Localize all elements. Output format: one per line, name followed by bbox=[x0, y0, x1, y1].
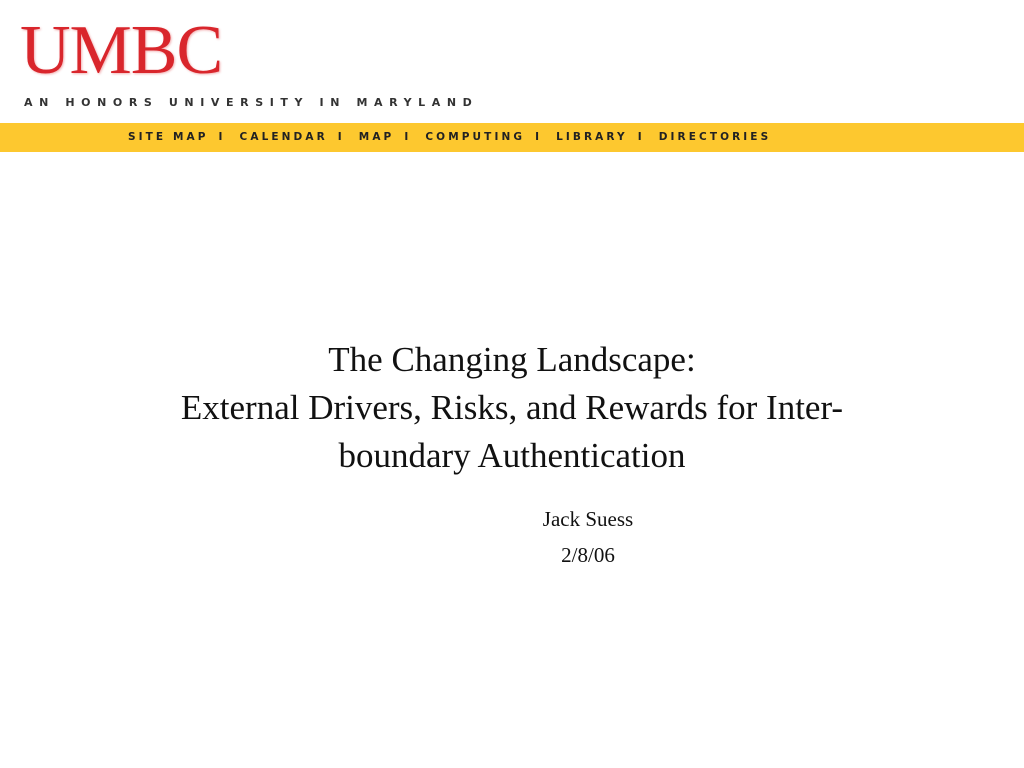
slide-title bbox=[112, 336, 912, 480]
title-line-2: External Drivers, Risks, and Rewards for Inter- bbox=[180, 388, 844, 427]
nav-separator: I bbox=[637, 131, 645, 143]
nav-bar bbox=[0, 123, 1024, 152]
title-line-3: boundary Authentication bbox=[338, 436, 686, 475]
nav-directories[interactable]: DIRECTORIES bbox=[658, 131, 772, 143]
nav-calendar[interactable]: CALENDAR bbox=[239, 131, 328, 143]
nav-map[interactable]: MAP bbox=[358, 131, 395, 143]
nav-computing[interactable]: COMPUTING bbox=[425, 131, 526, 143]
title-line-1: The Changing Landscape: bbox=[328, 340, 696, 379]
nav-separator: I bbox=[337, 131, 345, 143]
nav-links bbox=[128, 131, 771, 143]
nav-separator: I bbox=[218, 131, 226, 143]
umbc-logo: UMBC bbox=[20, 12, 223, 89]
university-tagline: AN HONORS UNIVERSITY IN MARYLAND bbox=[24, 96, 479, 109]
nav-separator: I bbox=[404, 131, 412, 143]
nav-site-map[interactable]: SITE MAP bbox=[128, 131, 209, 143]
nav-separator: I bbox=[535, 131, 543, 143]
author-name: Jack Suess bbox=[542, 507, 634, 531]
nav-library[interactable]: LIBRARY bbox=[556, 131, 628, 143]
presentation-date: 2/8/06 bbox=[561, 543, 615, 567]
